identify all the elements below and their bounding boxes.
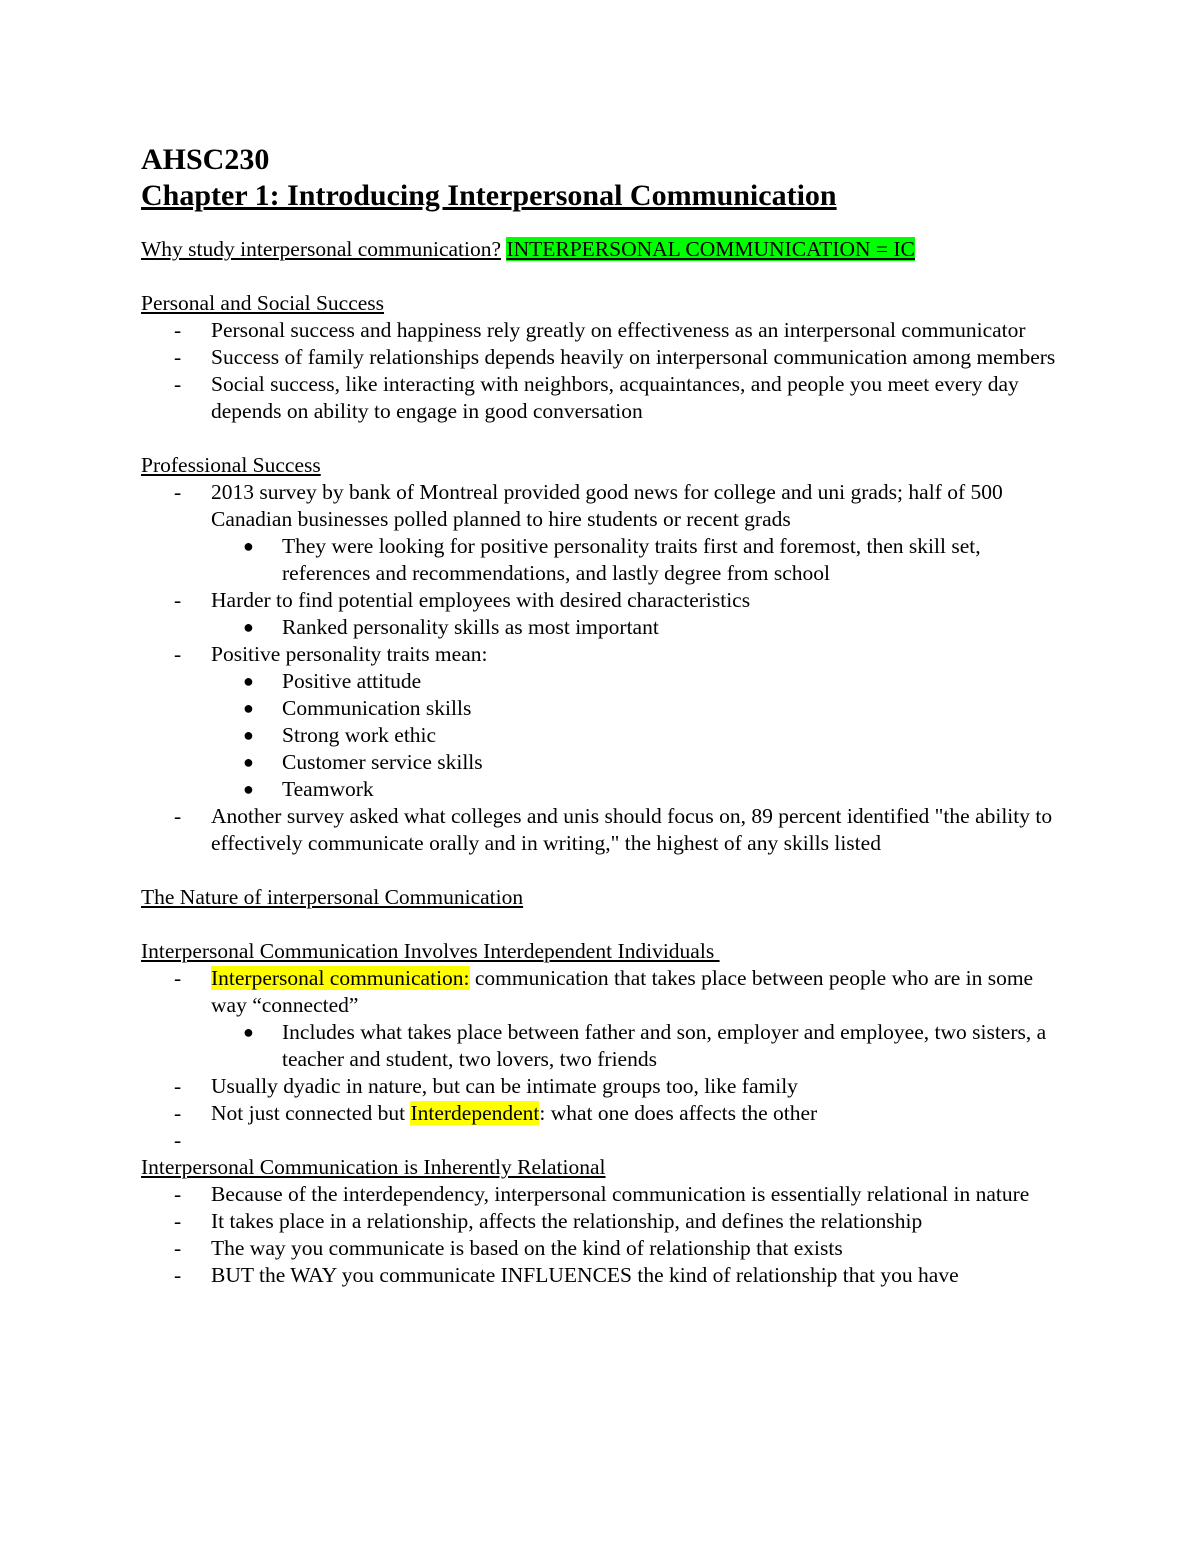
- relational-heading: Interpersonal Communication is Inherently Relational: [141, 1155, 606, 1179]
- definition-term-highlight: Interpersonal communication:: [211, 966, 470, 990]
- dash-marker: -: [174, 966, 182, 990]
- sub-list-item-text: Ranked personality skills as most important: [282, 615, 659, 639]
- sub-list-item: [141, 614, 1071, 641]
- trait-text: Customer service skills: [282, 750, 483, 774]
- list-item-text: Another survey asked what colleges and unis should focus on, 89 percent identified "the ability to effectively communicate orally and in writing," the highest of any skills listed: [211, 804, 1053, 855]
- personal-success-heading: Personal and Social Success: [141, 291, 385, 315]
- list-item: [141, 803, 1071, 857]
- list-item-text: Harder to find potential employees with desired characteristics: [211, 588, 751, 612]
- list-item: [141, 1262, 1071, 1289]
- list-item-text: Usually dyadic in nature, but can be intimate groups too, like family: [211, 1074, 798, 1098]
- trait-text: Positive attitude: [282, 669, 422, 693]
- list-item: [141, 965, 1071, 1019]
- list-item-text: The way you communicate is based on the kind of relationship that exists: [211, 1236, 843, 1260]
- list-item: [141, 479, 1071, 533]
- list-item: [141, 641, 1071, 668]
- why-study-line: [141, 236, 1071, 263]
- empty-list-item: [141, 1127, 1071, 1154]
- list-item: [141, 371, 1071, 425]
- list-item-text: 2013 survey by bank of Montreal provided good news for college and uni grads; half of 500 Canadian businesses polled planned to hire students or recent grads: [211, 480, 1003, 531]
- list-item: [141, 587, 1071, 614]
- list-item-text: It takes place in a relationship, affects the relationship, and defines the relationship: [211, 1209, 923, 1233]
- list-item-text: Not just connected but: [211, 1101, 411, 1125]
- list-item-text: : what one does affects the other: [539, 1101, 818, 1125]
- trait-text: Strong work ethic: [282, 723, 437, 747]
- course-code: AHSC230: [141, 143, 270, 176]
- list-item: [141, 1073, 1071, 1100]
- bullet-marker: ●: [243, 779, 254, 799]
- list-item: [141, 1235, 1071, 1262]
- sub-list-item-text: Includes what takes place between father and son, employer and employee, two sisters, a teacher and student, two lovers, two friends: [282, 1020, 1047, 1071]
- list-item-text: BUT the WAY you communicate INFLUENCES the kind of relationship that you have: [211, 1263, 959, 1287]
- bullet-marker: ●: [243, 725, 254, 745]
- list-item: [141, 1208, 1071, 1235]
- list-item-text: Social success, like interacting with neighbors, acquaintances, and people you meet every day depends on ability to engage in good conversation: [211, 372, 1019, 423]
- dash-marker: -: [174, 1209, 182, 1233]
- bullet-marker: ●: [243, 752, 254, 772]
- sub-list-item: [141, 668, 1071, 695]
- sub-list-item: [141, 1019, 1071, 1073]
- bullet-marker: ●: [243, 617, 254, 637]
- list-item: [141, 1181, 1071, 1208]
- dash-marker: -: [174, 345, 182, 369]
- dash-marker: -: [174, 372, 182, 396]
- sub-list-item: [141, 776, 1071, 803]
- list-item: [141, 344, 1071, 371]
- list-item: [141, 317, 1071, 344]
- dash-marker: -: [174, 1128, 182, 1152]
- nature-heading: The Nature of interpersonal Communication: [141, 885, 524, 909]
- dash-marker: -: [174, 480, 182, 504]
- dash-marker: -: [174, 1263, 182, 1287]
- dash-marker: -: [174, 1182, 182, 1206]
- sub-list-item-text: They were looking for positive personality traits first and foremost, then skill set, references and recommendations, and lastly degree from school: [282, 534, 981, 585]
- bullet-marker: ●: [243, 1022, 254, 1042]
- dash-marker: -: [174, 318, 182, 342]
- list-item: [141, 1100, 1071, 1127]
- sub-list-item: [141, 749, 1071, 776]
- dash-marker: -: [174, 1101, 182, 1125]
- list-item-text: Positive personality traits mean:: [211, 642, 488, 666]
- chapter-title: Chapter 1: Introducing Interpersonal Communication: [141, 179, 837, 212]
- interdependent-term-highlight: Interdependent: [410, 1101, 540, 1125]
- bullet-marker: ●: [243, 536, 254, 556]
- sub-list-item: [141, 533, 1071, 587]
- dash-marker: -: [174, 1236, 182, 1260]
- interdependent-heading: Interpersonal Communication Involves Interdependent Individuals: [141, 939, 720, 963]
- dash-marker: -: [174, 642, 182, 666]
- sub-list-item: [141, 722, 1071, 749]
- bullet-marker: ●: [243, 698, 254, 718]
- list-item-text: Personal success and happiness rely greatly on effectiveness as an interpersonal communicator: [211, 318, 1026, 342]
- why-study-question: Why study interpersonal communication?: [141, 237, 502, 261]
- ic-abbreviation-highlight: INTERPERSONAL COMMUNICATION = IC: [506, 237, 915, 261]
- list-item-text: Because of the interdependency, interpersonal communication is essentially relational in nature: [211, 1182, 1030, 1206]
- dash-marker: -: [174, 804, 182, 828]
- document-body: [141, 142, 1071, 1289]
- dash-marker: -: [174, 588, 182, 612]
- trait-text: Communication skills: [282, 696, 472, 720]
- list-item-text: Success of family relationships depends heavily on interpersonal communication among members: [211, 345, 1056, 369]
- trait-text: Teamwork: [282, 777, 374, 801]
- sub-list-item: [141, 695, 1071, 722]
- definition-text: communication that takes place between people who are in some way “connected”: [211, 966, 1034, 1017]
- professional-success-heading: Professional Success: [141, 453, 321, 477]
- bullet-marker: ●: [243, 671, 254, 691]
- dash-marker: -: [174, 1074, 182, 1098]
